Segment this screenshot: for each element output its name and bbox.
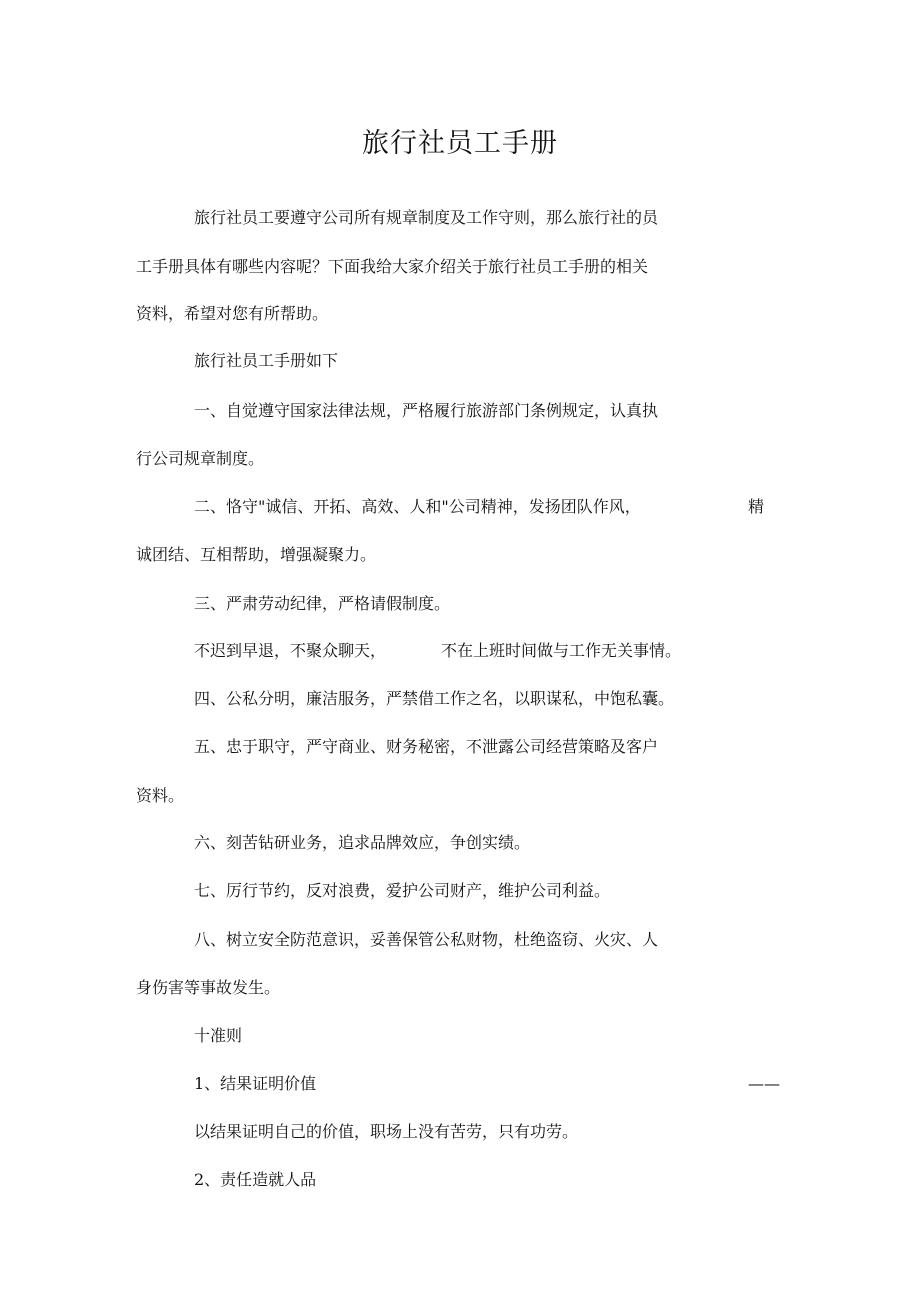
ten-principles-heading: 十准则	[194, 1026, 243, 1045]
rule-3-line-2b: 不在上班时间做与工作无关事情。	[441, 641, 682, 660]
principle-1-dash: ——	[748, 1074, 780, 1093]
rule-3-line-2a: 不迟到早退，不聚众聊天，	[194, 641, 387, 660]
rule-5-line-1: 五、忠于职守，严守商业、财务秘密，不泄露公司经营策略及客户	[194, 737, 659, 756]
rule-7: 七、厉行节约，反对浪费，爱护公司财产，维护公司利益。	[194, 881, 611, 900]
page-title: 旅行社员工手册	[362, 128, 558, 159]
rule-4: 四、公私分明，廉洁服务，严禁借工作之名，以职谋私，中饱私囊。	[194, 689, 675, 708]
intro-line-3: 资料，希望对您有所帮助。	[136, 304, 329, 323]
handbook-heading: 旅行社员工手册如下	[194, 351, 339, 370]
principle-2-title: 2、责任造就人品	[194, 1170, 317, 1189]
rule-3-line-1: 三、严肃劳动纪律，严格请假制度。	[194, 594, 451, 613]
rule-2-line-2: 诚团结、互相帮助，增强凝聚力。	[136, 545, 377, 564]
rule-8-line-2: 身伤害等事故发生。	[136, 978, 281, 997]
rule-1-line-1: 一、自觉遵守国家法律法规，严格履行旅游部门条例规定，认真执	[194, 401, 659, 420]
rule-2-trailing-char: 精	[748, 497, 765, 516]
intro-line-1: 旅行社员工要遵守公司所有规章制度及工作守则，那么旅行社的员	[194, 208, 659, 227]
rule-2-line-1: 二、恪守"诚信、开拓、高效、人和"公司精神，发扬团队作风，	[194, 497, 641, 516]
intro-line-2: 工手册具体有哪些内容呢？下面我给大家介绍关于旅行社员工手册的相关	[136, 257, 649, 276]
rule-5-line-2: 资料。	[136, 786, 185, 805]
principle-1-text: 以结果证明自己的价值，职场上没有苦劳，只有功劳。	[194, 1122, 579, 1141]
rule-8-line-1: 八、树立安全防范意识，妥善保管公私财物，杜绝盗窃、火灾、人	[194, 930, 659, 949]
principle-1-title: 1、结果证明价值	[194, 1074, 317, 1093]
rule-6: 六、刻苦钻研业务，追求品牌效应，争创实绩。	[194, 833, 531, 852]
rule-1-line-2: 行公司规章制度。	[136, 449, 265, 468]
